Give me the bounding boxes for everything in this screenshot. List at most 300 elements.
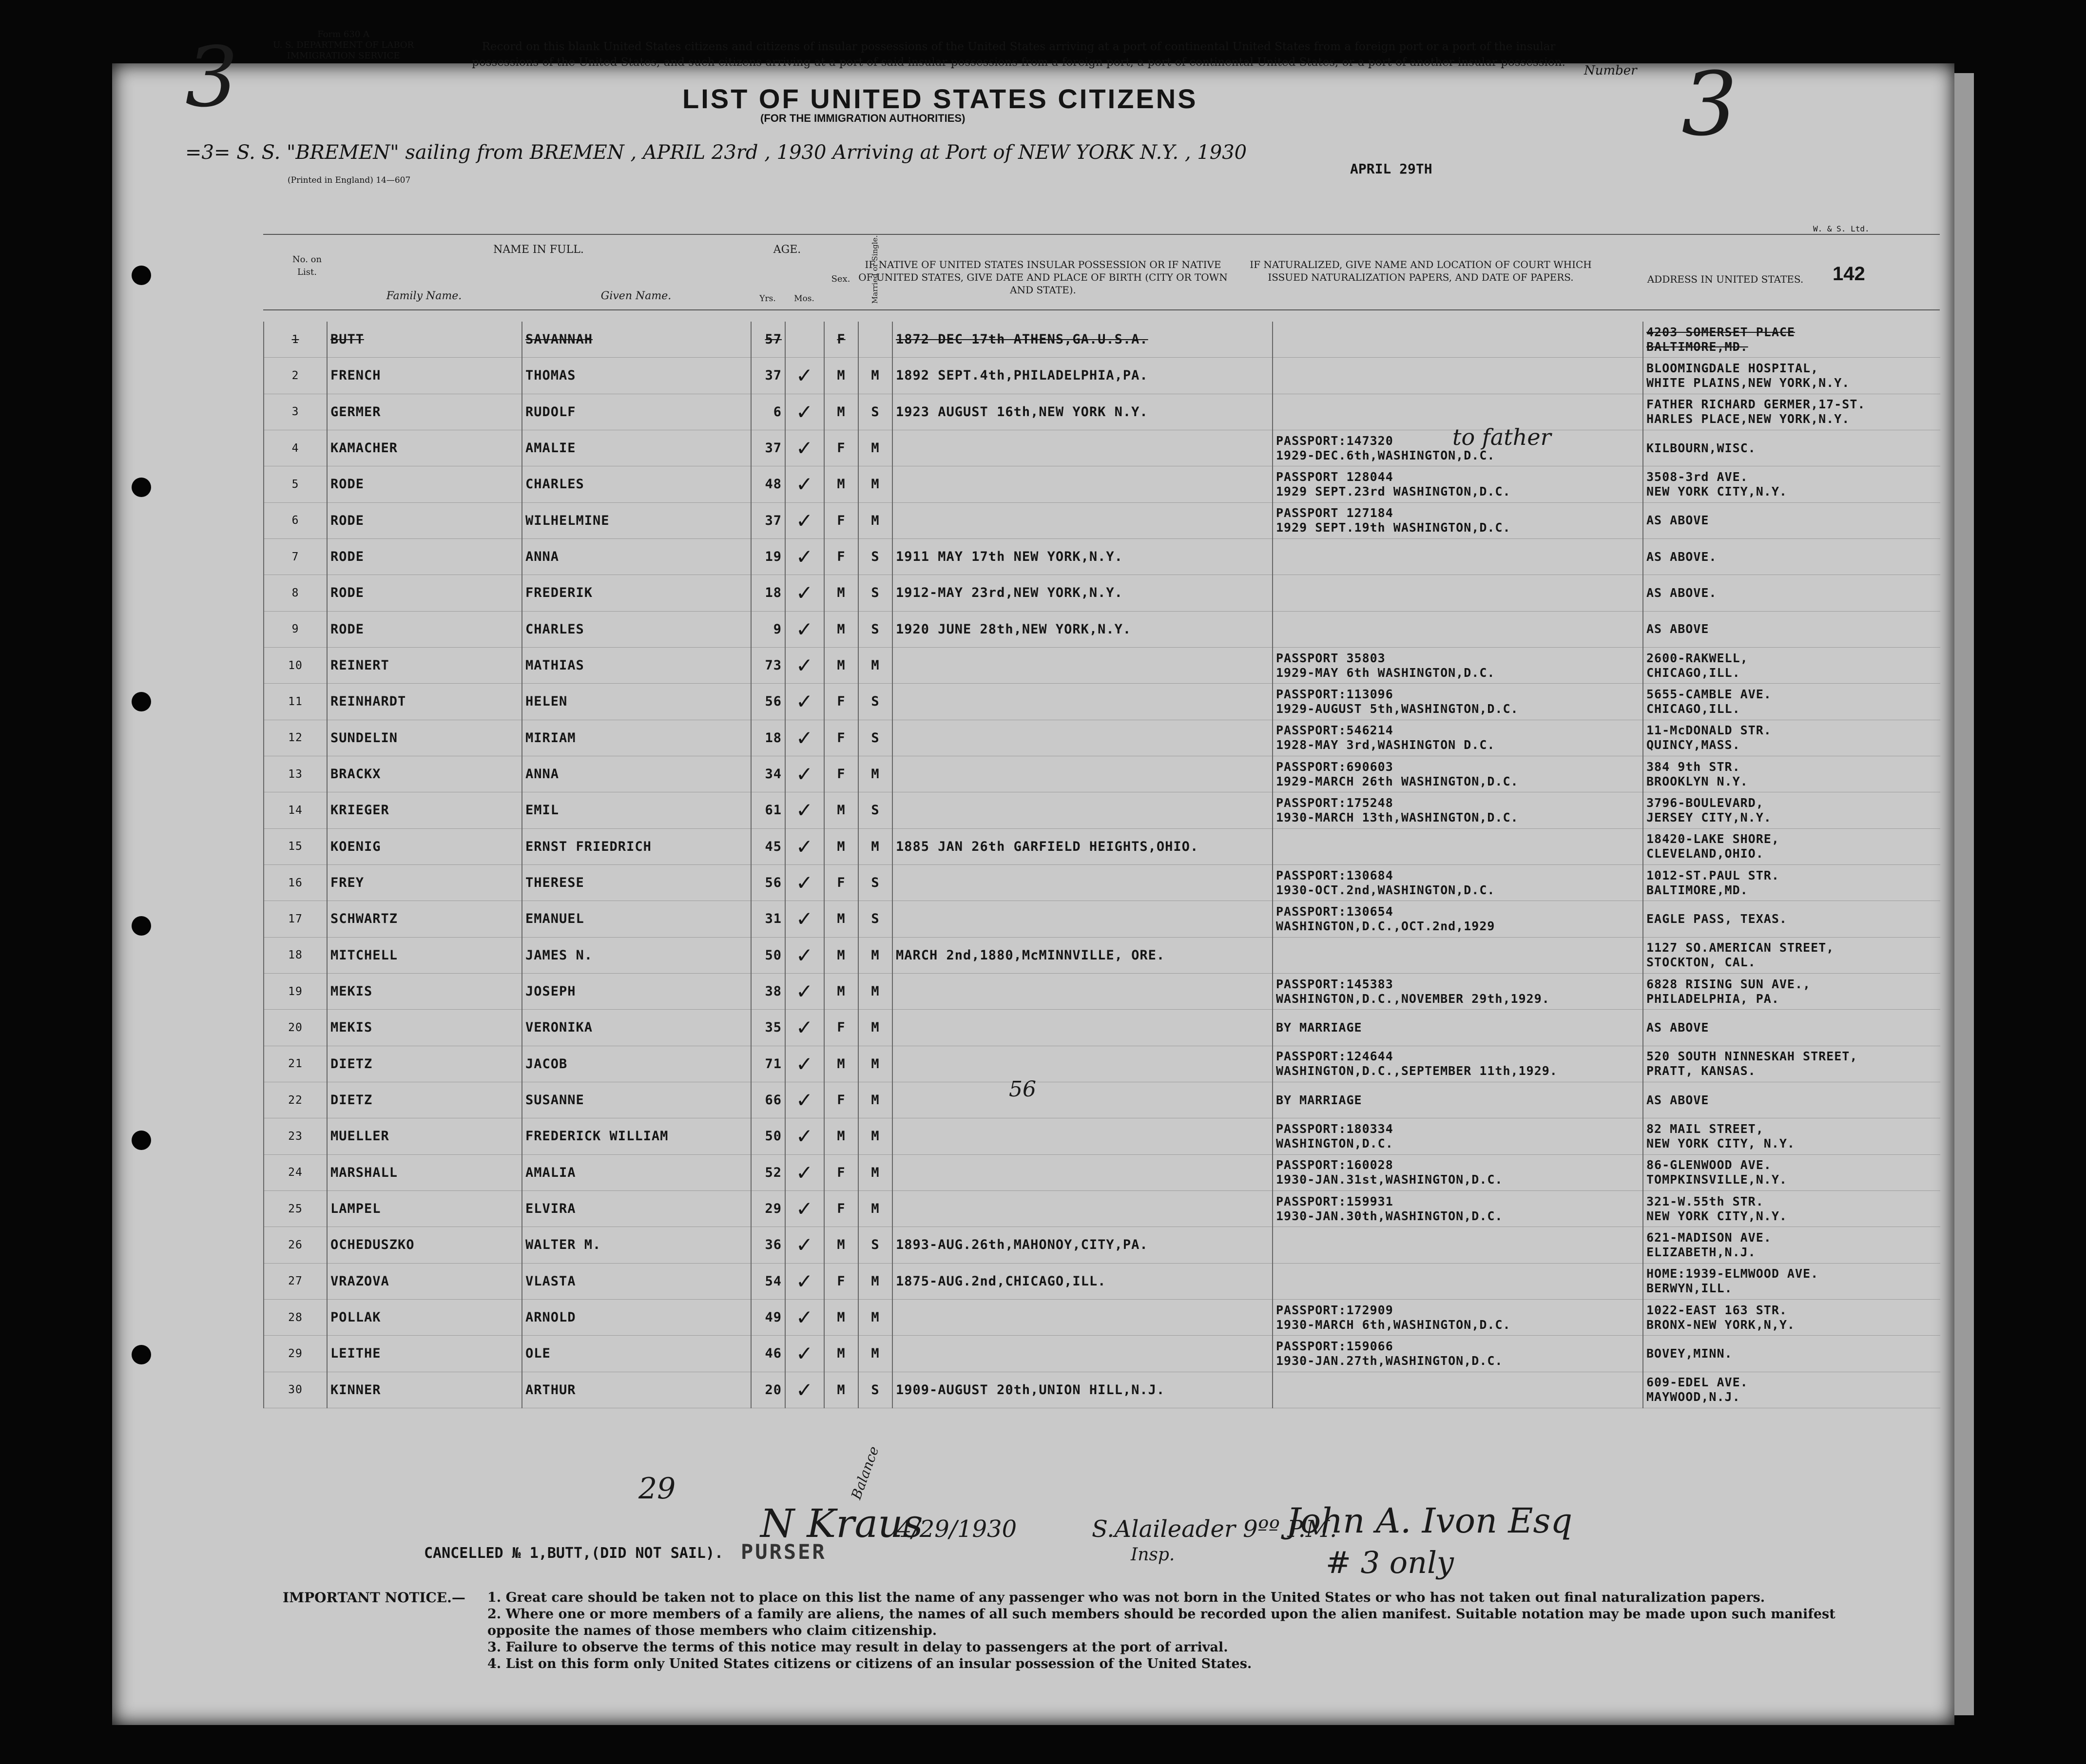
cell-ms: S: [858, 1227, 892, 1263]
cell-birth: [892, 466, 1273, 502]
cell-age: 61: [751, 792, 785, 828]
cell-ms: M: [858, 1010, 892, 1046]
cell-sex: F: [824, 720, 858, 756]
cell-sex: M: [824, 358, 858, 394]
cell-ms: S: [858, 538, 892, 575]
cell-ms: M: [858, 1263, 892, 1299]
cell-no: 5: [264, 466, 327, 502]
cell-given: OLE: [522, 1336, 751, 1372]
cell-check: ✓: [785, 1046, 824, 1082]
cell-age: 38: [751, 973, 785, 1009]
signoff-date: 4/29/1930: [897, 1515, 1017, 1543]
cell-addr: 11-McDONALD STR. QUINCY,MASS.: [1643, 720, 1940, 756]
cell-check: ✓: [785, 1372, 824, 1408]
cell-no: 28: [264, 1299, 327, 1335]
cell-family: FREY: [327, 864, 522, 901]
cell-birth: [892, 756, 1273, 792]
cell-given: THOMAS: [522, 358, 751, 394]
cell-ms: M: [858, 1190, 892, 1227]
cell-addr: 520 SOUTH NINNESKAH STREET, PRATT, KANSAS.: [1643, 1046, 1940, 1082]
cell-family: KAMACHER: [327, 430, 522, 466]
cell-nat: [1273, 358, 1643, 394]
table-row: [264, 1336, 1940, 1372]
cell-addr: 384 9th STR. BROOKLYN N.Y.: [1643, 756, 1940, 792]
cell-check: ✓: [785, 394, 824, 430]
cell-birth: [892, 1190, 1273, 1227]
cell-no: 4: [264, 430, 327, 466]
cell-sex: F: [824, 684, 858, 720]
cell-addr: EAGLE PASS, TEXAS.: [1643, 901, 1940, 937]
cell-family: POLLAK: [327, 1299, 522, 1335]
cell-nat: PASSPORT:160028 1930-JAN.31st,WASHINGTON,D.C.: [1273, 1154, 1643, 1190]
cell-sex: M: [824, 575, 858, 611]
cell-nat: PASSPORT 35803 1929-MAY 6th WASHINGTON,D.C.: [1273, 647, 1643, 683]
cancelled-note: CANCELLED № 1,BUTT,(DID NOT SAIL).: [424, 1545, 724, 1562]
cell-sex: F: [824, 864, 858, 901]
cell-addr: AS ABOVE.: [1643, 538, 1940, 575]
cell-addr: AS ABOVE.: [1643, 575, 1940, 611]
cell-birth: 1885 JAN 26th GARFIELD HEIGHTS,OHIO.: [892, 828, 1273, 864]
table-row: [264, 538, 1940, 575]
cell-ms: S: [858, 611, 892, 647]
purser-stamp: PURSER: [741, 1540, 827, 1564]
cell-sex: M: [824, 792, 858, 828]
purser-signature: N Kraus: [760, 1501, 923, 1546]
cell-given: THERESE: [522, 864, 751, 901]
cell-birth: 1872 DEC 17th ATHENS,GA.U.S.A.: [892, 322, 1273, 358]
cell-family: REINERT: [327, 647, 522, 683]
cell-ms: M: [858, 1118, 892, 1154]
cell-check: ✓: [785, 430, 824, 466]
cell-addr: AS ABOVE: [1643, 1010, 1940, 1046]
cell-addr: BOVEY,MINN.: [1643, 1336, 1940, 1372]
handwritten-number-right: 3: [1681, 54, 1738, 155]
cell-addr: 621-MADISON AVE. ELIZABETH,N.J.: [1643, 1227, 1940, 1263]
cell-addr: 1022-EAST 163 STR. BRONX-NEW YORK,N,Y.: [1643, 1299, 1940, 1335]
notice-item: 4. List on this form only United States citizens or citizens of an insular possession of the United States.: [487, 1656, 1252, 1671]
cell-given: MIRIAM: [522, 720, 751, 756]
cell-birth: MARCH 2nd,1880,McMINNVILLE, ORE.: [892, 937, 1273, 973]
cell-birth: 1920 JUNE 28th,NEW YORK,N.Y.: [892, 611, 1273, 647]
passenger-table-body: [263, 322, 1940, 1408]
table-row: [264, 792, 1940, 828]
table-row: [264, 1046, 1940, 1082]
cell-nat: [1273, 1372, 1643, 1408]
cell-check: ✓: [785, 1299, 824, 1335]
cell-check: ✓: [785, 1010, 824, 1046]
cell-check: ✓: [785, 1154, 824, 1190]
table-row: [264, 611, 1940, 647]
cell-given: RUDOLF: [522, 394, 751, 430]
cell-sex: M: [824, 394, 858, 430]
cell-age: 45: [751, 828, 785, 864]
cell-age: 50: [751, 1118, 785, 1154]
cell-family: KINNER: [327, 1372, 522, 1408]
cell-given: MATHIAS: [522, 647, 751, 683]
cell-ms: M: [858, 756, 892, 792]
table-row: [264, 720, 1940, 756]
table-row: [264, 1190, 1940, 1227]
cell-nat: [1273, 538, 1643, 575]
cell-birth: [892, 901, 1273, 937]
col-header-given: Given Name.: [600, 290, 672, 302]
page-title: LIST OF UNITED STATES CITIZENS: [682, 83, 1198, 114]
cell-ms: M: [858, 1336, 892, 1372]
cell-given: VERONIKA: [522, 1010, 751, 1046]
cell-family: MARSHALL: [327, 1154, 522, 1190]
cell-nat: PASSPORT:147320 1929-DEC.6th,WASHINGTON,D.C.: [1273, 430, 1643, 466]
cell-check: ✓: [785, 1227, 824, 1263]
cell-family: SCHWARTZ: [327, 901, 522, 937]
cell-no: 17: [264, 901, 327, 937]
cell-no: 16: [264, 864, 327, 901]
cell-sex: F: [824, 502, 858, 538]
table-row: [264, 647, 1940, 683]
cell-given: SAVANNAH: [522, 322, 751, 358]
notice-item: 1. Great care should be taken not to place on this list the name of any passenger who was not born in the United States or who has not taken out final naturalization papers.: [487, 1590, 1765, 1605]
cell-check: ✓: [785, 864, 824, 901]
cell-age: 36: [751, 1227, 785, 1263]
cell-given: AMALIE: [522, 430, 751, 466]
table-row: [264, 430, 1940, 466]
cell-addr: 6828 RISING SUN AVE., PHILADELPHIA, PA.: [1643, 973, 1940, 1009]
cell-given: SUSANNE: [522, 1082, 751, 1118]
cell-nat: PASSPORT:175248 1930-MARCH 13th,WASHINGTON,D.C.: [1273, 792, 1643, 828]
cell-age: 56: [751, 684, 785, 720]
col-header-address: ADDRESS IN UNITED STATES.: [1647, 273, 1804, 285]
table-row: [264, 1082, 1940, 1118]
cell-sex: M: [824, 1046, 858, 1082]
cell-nat: [1273, 828, 1643, 864]
cell-check: ✓: [785, 575, 824, 611]
cell-age: 19: [751, 538, 785, 575]
cell-family: RODE: [327, 611, 522, 647]
only-note: # 3 only: [1326, 1545, 1454, 1580]
cell-sex: F: [824, 1082, 858, 1118]
table-row: [264, 973, 1940, 1009]
cell-age: 52: [751, 1154, 785, 1190]
cell-ms: M: [858, 466, 892, 502]
binder-hole: [132, 266, 151, 285]
cell-age: 71: [751, 1046, 785, 1082]
binder-hole: [132, 916, 151, 936]
cell-sex: M: [824, 973, 858, 1009]
cell-birth: [892, 1154, 1273, 1190]
cell-addr: 2600-RAKWELL, CHICAGO,ILL.: [1643, 647, 1940, 683]
cell-age: 66: [751, 1082, 785, 1118]
cell-ms: M: [858, 1046, 892, 1082]
cell-birth: [892, 973, 1273, 1009]
cell-ms: S: [858, 1372, 892, 1408]
cell-family: BRACKX: [327, 756, 522, 792]
cell-family: VRAZOVA: [327, 1263, 522, 1299]
table-row: [264, 828, 1940, 864]
cell-no: 11: [264, 684, 327, 720]
cell-given: JACOB: [522, 1046, 751, 1082]
cell-no: 30: [264, 1372, 327, 1408]
cell-no: 13: [264, 756, 327, 792]
cell-birth: [892, 1046, 1273, 1082]
header-bottom-rule: [263, 309, 1940, 310]
cell-check: ✓: [785, 1263, 824, 1299]
cell-birth: [892, 647, 1273, 683]
cell-nat: [1273, 322, 1643, 358]
cell-ms: M: [858, 1082, 892, 1118]
table-row: [264, 502, 1940, 538]
cell-given: AMALIA: [522, 1154, 751, 1190]
cell-no: 8: [264, 575, 327, 611]
col-header-yrs: Yrs.: [759, 294, 776, 304]
cell-nat: PASSPORT:113096 1929-AUGUST 5th,WASHINGTON,D.C.: [1273, 684, 1643, 720]
cell-sex: M: [824, 901, 858, 937]
col-header-sex: Sex.: [831, 274, 850, 284]
cell-sex: F: [824, 322, 858, 358]
cell-ms: M: [858, 973, 892, 1009]
cell-nat: PASSPORT:180334 WASHINGTON,D.C.: [1273, 1118, 1643, 1154]
cell-ms: M: [858, 502, 892, 538]
cell-birth: 1892 SEPT.4th,PHILADELPHIA,PA.: [892, 358, 1273, 394]
form-id: Form 630 A U. S. DEPARTMENT OF LABOR IMMIGRATION SERVICE: [273, 29, 414, 61]
cell-birth: [892, 1299, 1273, 1335]
cell-age: 6: [751, 394, 785, 430]
table-row: [264, 1299, 1940, 1335]
cell-check: ✓: [785, 901, 824, 937]
cell-family: RODE: [327, 466, 522, 502]
cell-age: 73: [751, 647, 785, 683]
table-row: [264, 901, 1940, 937]
cell-check: ✓: [785, 1082, 824, 1118]
cell-no: 20: [264, 1010, 327, 1046]
cell-no: 1: [264, 322, 327, 358]
cell-age: 37: [751, 430, 785, 466]
table-row: [264, 466, 1940, 502]
cell-sex: M: [824, 1336, 858, 1372]
cell-addr: 86-GLENWOOD AVE. TOMPKINSVILLE,N.Y.: [1643, 1154, 1940, 1190]
cell-no: 23: [264, 1118, 327, 1154]
cell-addr: 609-EDEL AVE. MAYWOOD,N.J.: [1643, 1372, 1940, 1408]
cell-age: 31: [751, 901, 785, 937]
col-header-name: NAME IN FULL.: [493, 244, 584, 256]
cell-family: MEKIS: [327, 1010, 522, 1046]
cell-ms: M: [858, 430, 892, 466]
cell-check: ✓: [785, 466, 824, 502]
cell-sex: M: [824, 1227, 858, 1263]
cell-sex: M: [824, 611, 858, 647]
table-top-rule: [263, 234, 1940, 235]
page-subtitle: (FOR THE IMMIGRATION AUTHORITIES): [760, 112, 966, 124]
handwritten-number-left: 3: [185, 29, 238, 126]
cell-no: 27: [264, 1263, 327, 1299]
cell-no: 15: [264, 828, 327, 864]
cell-addr: 5655-CAMBLE AVE. CHICAGO,ILL.: [1643, 684, 1940, 720]
cell-birth: 1909-AUGUST 20th,UNION HILL,N.J.: [892, 1372, 1273, 1408]
cell-addr: 3508-3rd AVE. NEW YORK CITY,N.Y.: [1643, 466, 1940, 502]
cell-ms: S: [858, 684, 892, 720]
printed-note: (Printed in England) 14—607: [288, 175, 411, 185]
cell-check: ✓: [785, 828, 824, 864]
col-header-married: Married or Single.: [870, 235, 879, 304]
cell-birth: 1875-AUG.2nd,CHICAGO,ILL.: [892, 1263, 1273, 1299]
table-row: [264, 1154, 1940, 1190]
cell-nat: PASSPORT:130654 WASHINGTON,D.C.,OCT.2nd,1929: [1273, 901, 1643, 937]
notice-item: 3. Failure to observe the terms of this notice may result in delay to passengers at the port of arrival.: [487, 1640, 1228, 1655]
cell-sex: F: [824, 1263, 858, 1299]
cell-birth: [892, 792, 1273, 828]
cell-check: ✓: [785, 358, 824, 394]
cell-age: 9: [751, 611, 785, 647]
cell-no: 22: [264, 1082, 327, 1118]
cell-sex: M: [824, 647, 858, 683]
cell-addr: 1127 SO.AMERICAN STREET, STOCKTON, CAL.: [1643, 937, 1940, 973]
cell-nat: PASSPORT:145383 WASHINGTON,D.C.,NOVEMBER 29th,1929.: [1273, 973, 1643, 1009]
cell-birth: [892, 1082, 1273, 1118]
cell-age: 18: [751, 720, 785, 756]
cell-ms: S: [858, 720, 892, 756]
table-row: [264, 358, 1940, 394]
cell-family: SUNDELIN: [327, 720, 522, 756]
purser-note: Balance: [848, 1444, 882, 1502]
cell-birth: [892, 1118, 1273, 1154]
cell-check: ✓: [785, 792, 824, 828]
notice-list: [487, 1590, 1901, 1672]
cell-ms: S: [858, 575, 892, 611]
cell-no: 25: [264, 1190, 327, 1227]
table-row: [264, 394, 1940, 430]
header-note: Record on this blank United States citizens and citizens of insular possessions of the United States arriving at a port of continental United States from a foreign port or a port of the insular possessions of the United States, and such citizens arriving at a port of said insular possessions from a foreign port, a port of continental United States, or a port of another insular possession.: [472, 40, 1565, 69]
printer-mark: W. & S. Ltd.: [1813, 224, 1870, 233]
cell-given: CHARLES: [522, 611, 751, 647]
cell-no: 24: [264, 1154, 327, 1190]
cell-family: RODE: [327, 575, 522, 611]
cell-given: JOSEPH: [522, 973, 751, 1009]
table-row: [264, 756, 1940, 792]
inspector-signature: S.Alaileader 9ºº P.M.: [1092, 1515, 1337, 1543]
col-header-family: Family Name.: [386, 290, 462, 302]
cell-family: MITCHELL: [327, 937, 522, 973]
cell-nat: [1273, 611, 1643, 647]
cell-ms: S: [858, 901, 892, 937]
cell-no: 19: [264, 973, 327, 1009]
cell-check: ✓: [785, 1190, 824, 1227]
cell-given: EMANUEL: [522, 901, 751, 937]
cell-no: 18: [264, 937, 327, 973]
col-header-naturalized: IF NATURALIZED, GIVE NAME AND LOCATION OF COURT WHICH ISSUED NATURALIZATION PAPERS, AND DATE OF PAPERS.: [1250, 259, 1592, 283]
cell-family: RODE: [327, 538, 522, 575]
table-row: [264, 864, 1940, 901]
binder-hole: [132, 1345, 151, 1364]
cell-sex: M: [824, 1118, 858, 1154]
cell-family: LEITHE: [327, 1336, 522, 1372]
cell-age: 49: [751, 1299, 785, 1335]
cell-birth: [892, 684, 1273, 720]
cell-given: CHARLES: [522, 466, 751, 502]
table-row: [264, 1118, 1940, 1154]
cell-check: ✓: [785, 1336, 824, 1372]
cell-given: ANNA: [522, 756, 751, 792]
cell-age: 29: [751, 1190, 785, 1227]
cell-family: KRIEGER: [327, 792, 522, 828]
cell-ms: M: [858, 647, 892, 683]
cell-no: 14: [264, 792, 327, 828]
cell-nat: PASSPORT:546214 1928-MAY 3rd,WASHINGTON D.C.: [1273, 720, 1643, 756]
table-row: [264, 322, 1940, 358]
cell-nat: PASSPORT:159931 1930-JAN.30th,WASHINGTON,D.C.: [1273, 1190, 1643, 1227]
cell-check: ✓: [785, 937, 824, 973]
cell-ms: S: [858, 792, 892, 828]
cell-given: EMIL: [522, 792, 751, 828]
cell-check: ✓: [785, 756, 824, 792]
cell-birth: 1912-MAY 23rd,NEW YORK,N.Y.: [892, 575, 1273, 611]
table-row: [264, 575, 1940, 611]
cell-age: 46: [751, 1336, 785, 1372]
cell-check: ✓: [785, 502, 824, 538]
cell-sex: F: [824, 1154, 858, 1190]
cell-check: ✓: [785, 684, 824, 720]
cell-addr: 321-W.55th STR. NEW YORK CITY,N.Y.: [1643, 1190, 1940, 1227]
cell-addr: 18420-LAKE SHORE, CLEVELAND,OHIO.: [1643, 828, 1940, 864]
cell-nat: [1273, 575, 1643, 611]
cell-age: 56: [751, 864, 785, 901]
cell-no: 21: [264, 1046, 327, 1082]
cell-age: 54: [751, 1263, 785, 1299]
cell-given: FREDERIK: [522, 575, 751, 611]
cell-birth: 1923 AUGUST 16th,NEW YORK N.Y.: [892, 394, 1273, 430]
cell-ms: M: [858, 1299, 892, 1335]
cell-addr: BLOOMINGDALE HOSPITAL, WHITE PLAINS,NEW YORK,N.Y.: [1643, 358, 1940, 394]
note-page-56: 56: [1009, 1077, 1036, 1102]
cell-family: RODE: [327, 502, 522, 538]
cell-ms: M: [858, 828, 892, 864]
cell-family: FRENCH: [327, 358, 522, 394]
cell-nat: [1273, 1227, 1643, 1263]
col-header-birth: IF NATIVE OF UNITED STATES INSULAR POSSESSION OR IF NATIVE OF UNITED STATES, GIVE DATE AND PLACE OF BIRTH (CITY OR TOWN AND STATE).: [858, 259, 1228, 296]
cell-addr: HOME:1939-ELMWOOD AVE. BERWYN,ILL.: [1643, 1263, 1940, 1299]
cell-given: WILHELMINE: [522, 502, 751, 538]
cell-no: 12: [264, 720, 327, 756]
cell-given: VLASTA: [522, 1263, 751, 1299]
cell-sex: M: [824, 937, 858, 973]
cell-nat: PASSPORT:690603 1929-MARCH 26th WASHINGTON,D.C.: [1273, 756, 1643, 792]
cell-family: KOENIG: [327, 828, 522, 864]
cell-ms: M: [858, 1154, 892, 1190]
note-to-father: to father: [1452, 424, 1551, 450]
binder-hole: [132, 692, 151, 711]
cell-sex: M: [824, 1299, 858, 1335]
cell-age: 37: [751, 358, 785, 394]
cell-check: ✓: [785, 647, 824, 683]
cell-ms: M: [858, 358, 892, 394]
cell-sex: F: [824, 430, 858, 466]
cell-given: HELEN: [522, 684, 751, 720]
cell-check: ✓: [785, 538, 824, 575]
cell-given: FREDERICK WILLIAM: [522, 1118, 751, 1154]
arrival-date: APRIL 29TH: [1350, 161, 1432, 177]
cell-sex: F: [824, 538, 858, 575]
table-row: [264, 937, 1940, 973]
cell-nat: PASSPORT 127184 1929 SEPT.19th WASHINGTON,D.C.: [1273, 502, 1643, 538]
cell-addr: AS ABOVE: [1643, 611, 1940, 647]
cell-nat: BY MARRIAGE: [1273, 1010, 1643, 1046]
cell-family: GERMER: [327, 394, 522, 430]
cell-ms: S: [858, 864, 892, 901]
voyage-line: =3= S. S. "BREMEN" sailing from BREMEN , APRIL 23rd , 1930 Arriving at Port of NEW YORK N.Y. , 1930: [185, 141, 1247, 164]
notice-label: IMPORTANT NOTICE.—: [283, 1590, 465, 1606]
cell-check: ✓: [785, 1118, 824, 1154]
number-label: Number: [1584, 63, 1637, 78]
cell-sex: F: [824, 1010, 858, 1046]
cell-addr: 3796-BOULEVARD, JERSEY CITY,N.Y.: [1643, 792, 1940, 828]
cell-sex: M: [824, 466, 858, 502]
